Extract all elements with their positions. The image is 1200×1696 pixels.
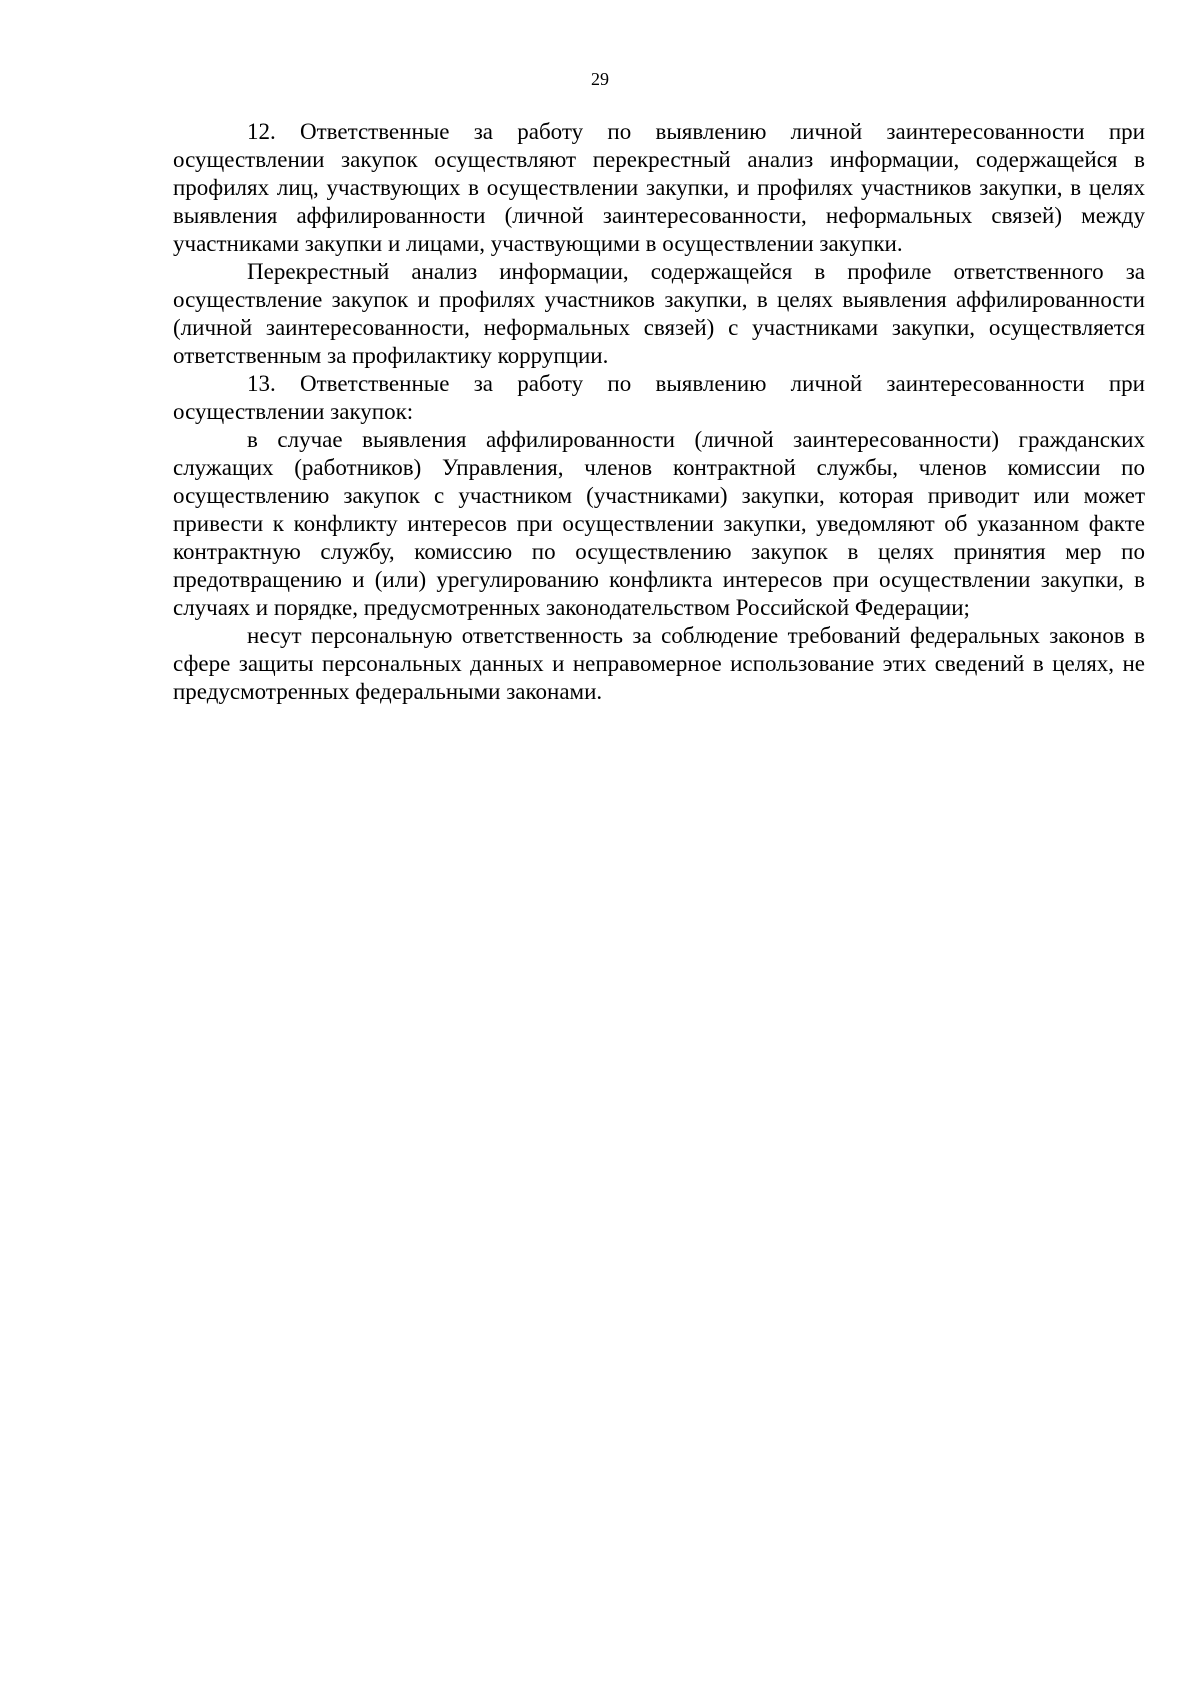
paragraph-personal-responsibility: несут персональную ответственность за соблюдение требований федеральных законов в сфере защиты персональных данных и неправомерное использование этих сведений в целях, не предусмотренных федеральными законами. — [173, 623, 1145, 704]
paragraph-item-13: 13. Ответственные за работу по выявлению личной заинтересованности при осуществлении закупок: — [173, 371, 1145, 424]
paragraph-cross-analysis: Перекрестный анализ информации, содержащейся в профиле ответственного за осуществление закупок и профилях участников закупки, в целях выявления аффилированности (личной заинтересованности, неформальных связей) с участниками закупки, осуществляется ответственным за профилактику коррупции. — [173, 259, 1145, 368]
paragraph-notification-duty: в случае выявления аффилированности (личной заинтересованности) гражданских служащих (работников) Управления, членов контрактной службы, членов комиссии по осуществлению закупок с участником (участниками) закупки, которая приводит или может привести к конфликту интересов при осуществлении закупки, уведомляют об указанном факте контрактную службу, комиссию по осуществлению закупок в целях принятия мер по предотвращению и (или) урегулированию конфликта интересов при осуществлении закупки, в случаях и порядке, предусмотренных законодательством Российской Федерации; — [173, 427, 1145, 620]
document-body — [173, 118, 1145, 706]
page-number: 29 — [591, 69, 609, 89]
paragraph-item-12: 12. Ответственные за работу по выявлению личной заинтересованности при осуществлении закупок осуществляют перекрестный анализ информации, содержащейся в профилях лиц, участвующих в осуществлении закупки, и профилях участников закупки, в целях выявления аффилированности (личной заинтересованности, неформальных связей) между участниками закупки и лицами, участвующими в осуществлении закупки. — [173, 119, 1145, 256]
